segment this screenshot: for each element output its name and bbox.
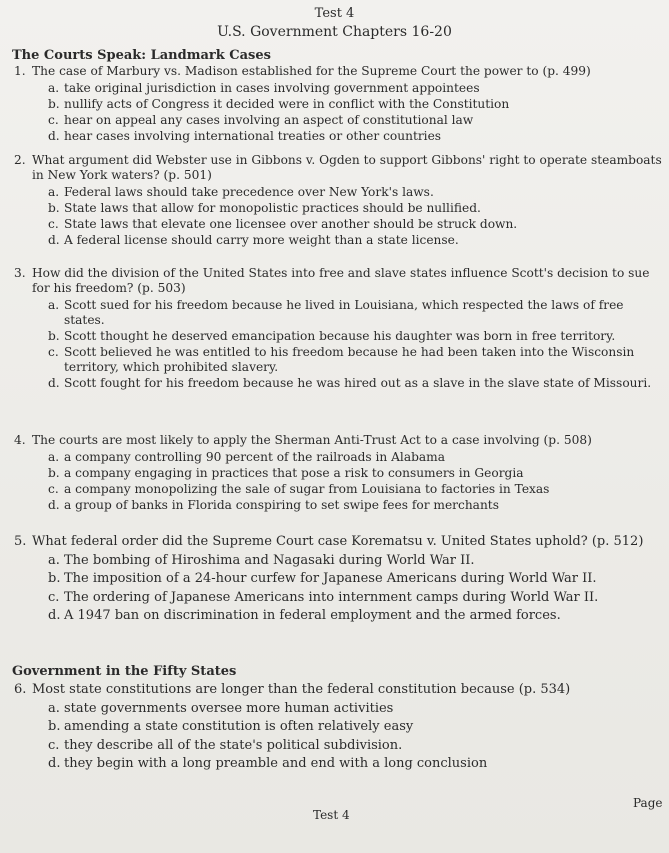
choice-list <box>32 298 662 391</box>
choice-list <box>32 81 662 144</box>
question-1 <box>14 64 662 145</box>
choice-letter: a. <box>48 700 60 716</box>
choice-text: Scott thought he deserved emancipation because his daughter was born in free territory. <box>64 329 616 343</box>
choice-c[interactable] <box>48 345 662 375</box>
choice-c[interactable] <box>48 590 662 607</box>
question-stem <box>14 153 662 183</box>
choice-text: The imposition of a 24-hour curfew for Japanese Americans during World War II. <box>64 571 597 586</box>
choice-c[interactable] <box>48 113 662 128</box>
choice-letter: c. <box>48 589 60 605</box>
choice-a[interactable] <box>48 185 662 200</box>
choice-a[interactable] <box>48 298 662 328</box>
choice-text: Scott fought for his freedom because he was hired out as a slave in the slave state of Missouri. <box>64 376 652 390</box>
choice-d[interactable] <box>48 376 662 391</box>
section-title-courts: The Courts Speak: Landmark Cases <box>12 48 271 63</box>
question-text: How did the division of the United States into free and slave states influence Scott's decision to sue for his freedom? (p. 503) <box>32 266 650 295</box>
choice-letter: c. <box>48 345 59 359</box>
choice-letter: b. <box>48 571 61 586</box>
choice-letter: a. <box>48 298 60 312</box>
choice-a[interactable] <box>48 450 662 465</box>
choice-letter: d. <box>48 498 60 512</box>
choice-text: a company controlling 90 percent of the railroads in Alabama <box>64 450 445 464</box>
choice-letter: d. <box>48 233 60 247</box>
choice-letter: c. <box>48 737 60 753</box>
choice-a[interactable] <box>48 553 662 570</box>
section-title-fifty-states: Government in the Fifty States <box>12 664 237 679</box>
choice-a[interactable] <box>48 701 662 718</box>
choice-letter: d. <box>48 608 61 623</box>
question-5 <box>14 534 662 627</box>
question-2 <box>14 153 662 249</box>
choice-text: Federal laws should take precedence over New York's laws. <box>64 185 434 199</box>
question-stem <box>14 64 662 79</box>
choice-letter: d. <box>48 129 60 143</box>
question-number: 1. <box>14 64 26 78</box>
choice-d[interactable] <box>48 756 662 773</box>
choice-text: a group of banks in Florida conspiring to set swipe fees for merchants <box>64 498 499 512</box>
question-6 <box>14 682 662 775</box>
footer-test-label: Test 4 <box>313 808 350 822</box>
choice-letter: a. <box>48 450 60 464</box>
choice-a[interactable] <box>48 81 662 96</box>
question-text: What federal order did the Supreme Court case Korematsu v. United States uphold? (p. 512) <box>32 534 644 549</box>
choice-text: they begin with a long preamble and end with a long conclusion <box>64 756 488 771</box>
choice-b[interactable] <box>48 719 662 736</box>
choice-text: take original jurisdiction in cases involving government appointees <box>64 81 480 95</box>
choice-list <box>32 553 662 625</box>
question-text: What argument did Webster use in Gibbons v. Ogden to support Gibbons' right to operate steamboats in New York waters? (p. 501) <box>32 153 662 182</box>
question-number: 5. <box>14 534 27 549</box>
choice-letter: d. <box>48 756 61 771</box>
choice-list <box>32 701 662 773</box>
footer-page-label: Page <box>633 796 663 810</box>
question-text: The case of Marbury vs. Madison established for the Supreme Court the power to (p. 499) <box>32 64 591 78</box>
choice-letter: a. <box>48 185 60 199</box>
choice-text: a company engaging in practices that pose a risk to consumers in Georgia <box>64 466 524 480</box>
choice-text: State laws that elevate one licensee over another should be struck down. <box>64 217 518 231</box>
choice-letter: c. <box>48 113 59 127</box>
choice-d[interactable] <box>48 498 662 513</box>
choice-c[interactable] <box>48 738 662 755</box>
choice-letter: b. <box>48 719 61 734</box>
course-title-header: U.S. Government Chapters 16-20 <box>217 24 452 40</box>
choice-text: A 1947 ban on discrimination in federal employment and the armed forces. <box>64 608 561 623</box>
choice-text: they describe all of the state's political subdivision. <box>64 737 403 753</box>
choice-b[interactable] <box>48 201 662 216</box>
choice-letter: d. <box>48 376 60 390</box>
test-number-header: Test 4 <box>314 6 355 21</box>
choice-text: Scott believed he was entitled to his freedom because he had been taken into the Wisconsin territory, which prohibited slavery. <box>64 345 635 374</box>
choice-text: State laws that allow for monopolistic practices should be nullified. <box>64 201 481 215</box>
choice-c[interactable] <box>48 482 662 497</box>
choice-text: The bombing of Hiroshima and Nagasaki during World War II. <box>64 552 475 568</box>
choice-d[interactable] <box>48 608 662 625</box>
choice-d[interactable] <box>48 233 662 248</box>
choice-letter: b. <box>48 97 60 111</box>
question-4 <box>14 433 662 514</box>
question-stem <box>14 433 662 448</box>
choice-letter: b. <box>48 329 60 343</box>
question-stem <box>14 266 662 296</box>
question-3 <box>14 266 662 392</box>
choice-text: The ordering of Japanese Americans into internment camps during World War II. <box>64 589 599 605</box>
question-stem <box>14 682 662 699</box>
choice-text: Scott sued for his freedom because he lived in Louisiana, which respected the laws of free states. <box>64 298 624 327</box>
choice-letter: c. <box>48 217 59 231</box>
choice-b[interactable] <box>48 97 662 112</box>
question-text: The courts are most likely to apply the Sherman Anti-Trust Act to a case involving (p. 508) <box>32 433 592 447</box>
choice-letter: b. <box>48 201 60 215</box>
question-number: 2. <box>14 153 26 167</box>
choice-c[interactable] <box>48 217 662 232</box>
choice-text: state governments oversee more human activities <box>64 700 394 716</box>
choice-text: A federal license should carry more weight than a state license. <box>64 233 459 247</box>
choice-d[interactable] <box>48 129 662 144</box>
choice-text: amending a state constitution is often relatively easy <box>64 719 414 734</box>
choice-text: nullify acts of Congress it decided were in conflict with the Constitution <box>64 97 510 111</box>
choice-letter: b. <box>48 466 60 480</box>
choice-b[interactable] <box>48 329 662 344</box>
choice-b[interactable] <box>48 466 662 481</box>
question-stem <box>14 534 662 551</box>
question-number: 4. <box>14 433 26 447</box>
choice-letter: c. <box>48 482 59 496</box>
question-number: 6. <box>14 682 27 697</box>
choice-letter: a. <box>48 552 60 568</box>
choice-text: hear cases involving international treaties or other countries <box>64 129 442 143</box>
question-number: 3. <box>14 266 26 280</box>
choice-b[interactable] <box>48 571 662 588</box>
choice-letter: a. <box>48 81 60 95</box>
choice-list <box>32 450 662 513</box>
question-text: Most state constitutions are longer than the federal constitution because (p. 534) <box>32 682 571 697</box>
choice-text: hear on appeal any cases involving an aspect of constitutional law <box>64 113 474 127</box>
choice-text: a company monopolizing the sale of sugar from Louisiana to factories in Texas <box>64 482 550 496</box>
choice-list <box>32 185 662 248</box>
